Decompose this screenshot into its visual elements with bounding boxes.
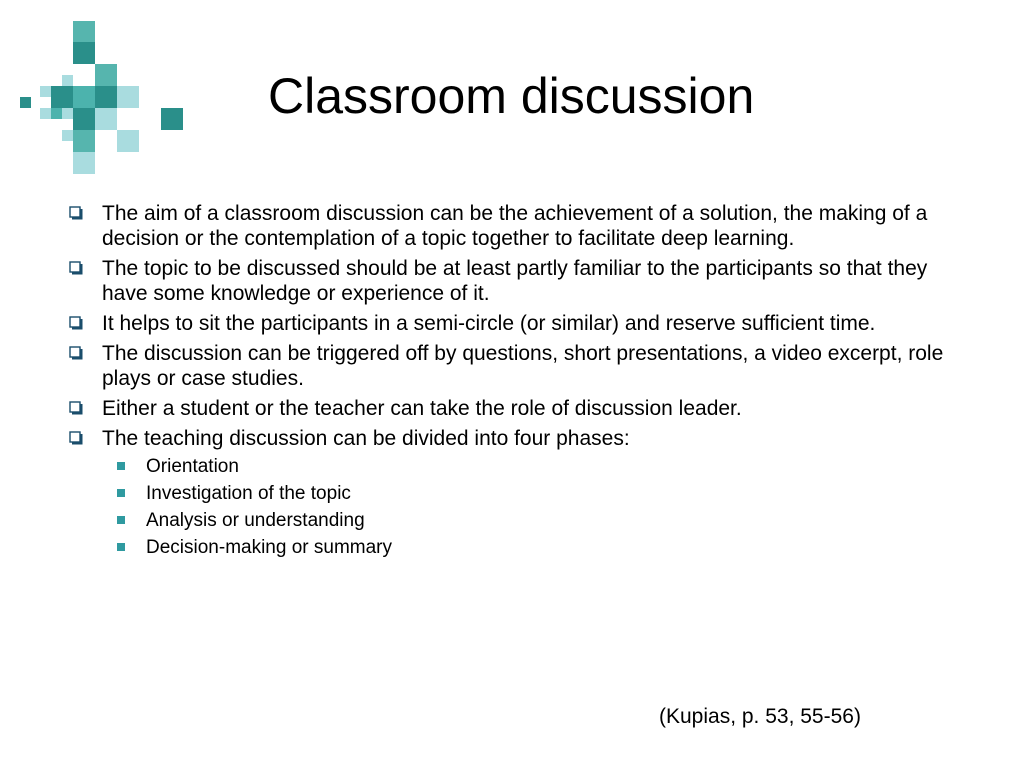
list-item (68, 396, 968, 421)
filled-square-bullet-icon (117, 543, 125, 551)
hollow-square-bullet-icon (69, 316, 84, 331)
sub-bullet-list (102, 453, 968, 561)
bullet-text: The teaching discussion can be divided into four phases: (102, 427, 630, 450)
hollow-square-bullet-icon (69, 346, 84, 361)
sub-bullet-text: Orientation (146, 456, 239, 477)
sub-list-item (102, 453, 968, 480)
filled-square-bullet-icon (117, 516, 125, 524)
sub-list-item (102, 534, 968, 561)
bullet-text: It helps to sit the participants in a semi-circle (or similar) and reserve sufficient time. (102, 312, 876, 335)
slide-title: Classroom discussion (268, 68, 755, 124)
bullet-text: The aim of a classroom discussion can be the achievement of a solution, the making of a decision or the contemplation of a topic together to facilitate deep learning. (102, 202, 928, 250)
list-item (68, 256, 968, 306)
list-item (68, 311, 968, 336)
list-item (68, 426, 968, 561)
sub-list-item (102, 507, 968, 534)
bullet-text: The discussion can be triggered off by questions, short presentations, a video excerpt, role plays or case studies. (102, 342, 944, 390)
mosaic-logo-icon (0, 0, 200, 180)
bullet-list (68, 201, 968, 566)
bullet-text: The topic to be discussed should be at least partly familiar to the participants so that they have some knowledge or experience of it. (102, 257, 928, 305)
list-item (68, 341, 968, 391)
filled-square-bullet-icon (117, 462, 125, 470)
sub-bullet-text: Decision-making or summary (146, 537, 393, 558)
hollow-square-bullet-icon (69, 206, 84, 221)
list-item (68, 201, 968, 251)
sub-list-item (102, 480, 968, 507)
sub-bullet-text: Analysis or understanding (146, 510, 365, 531)
sub-bullet-text: Investigation of the topic (146, 483, 351, 504)
hollow-square-bullet-icon (69, 431, 84, 446)
citation: (Kupias, p. 53, 55-56) (659, 705, 861, 728)
hollow-square-bullet-icon (69, 401, 84, 416)
filled-square-bullet-icon (117, 489, 125, 497)
hollow-square-bullet-icon (69, 261, 84, 276)
bullet-text: Either a student or the teacher can take the role of discussion leader. (102, 397, 742, 420)
